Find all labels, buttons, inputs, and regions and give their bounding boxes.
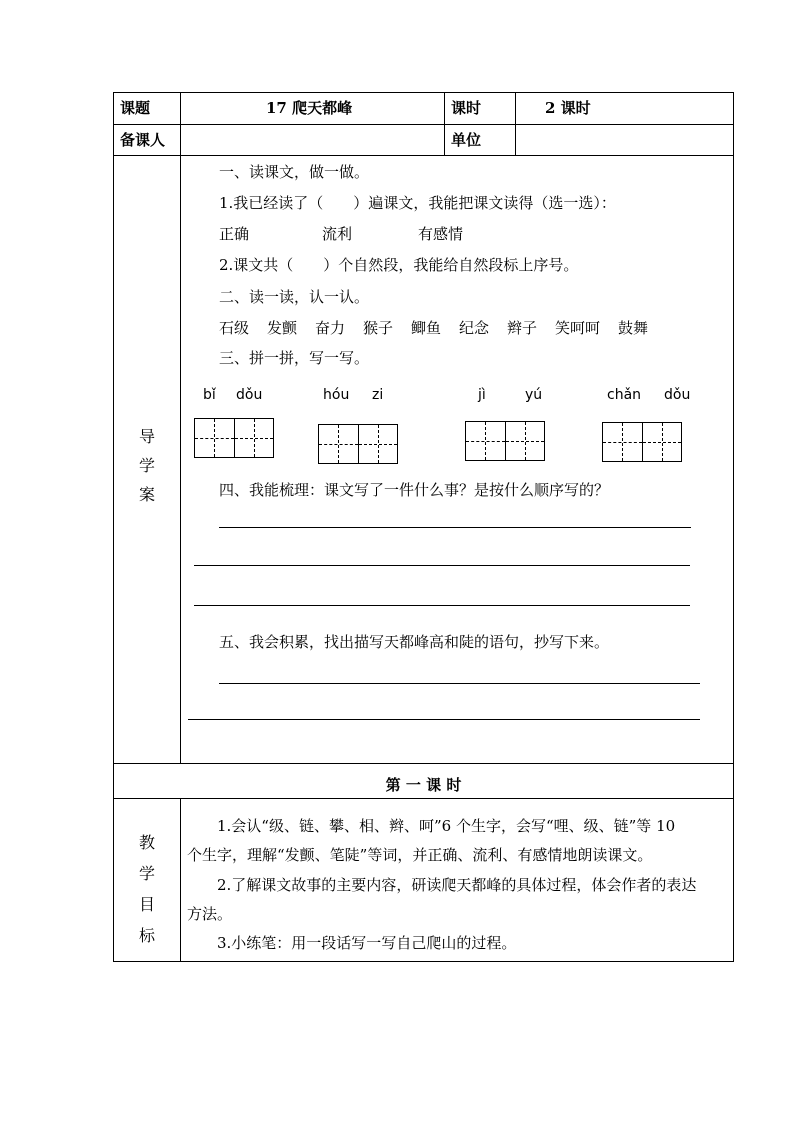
word: 猴子 — [363, 319, 394, 337]
writing-grid[interactable] — [318, 424, 398, 464]
answer-line[interactable] — [219, 527, 691, 528]
word: 辫子 — [507, 319, 538, 337]
reading-count-item: 1.我已经读了（ ）遍课文，我能把课文读得（选一选）： — [219, 194, 616, 212]
pinyin-syllable: jì — [478, 387, 486, 403]
topic-label: 课题 — [120, 99, 151, 117]
option-correct: 正确 — [219, 225, 250, 243]
preparer-label: 备课人 — [120, 131, 166, 149]
periods-value: 2 课时 — [545, 99, 591, 117]
objectives-label-char: 教 — [138, 833, 155, 852]
objectives-label-char: 学 — [138, 864, 155, 883]
word: 鲫鱼 — [411, 319, 442, 337]
pinyin-syllable: yú — [525, 387, 543, 403]
pinyin-syllable: zi — [372, 387, 384, 403]
periods-label: 课时 — [451, 99, 482, 117]
section4-title: 四、我能梳理：课文写了一件什么事？是按什么顺序写的？ — [219, 481, 610, 499]
topic-value: 17 爬天都峰 — [266, 99, 353, 117]
objective-1-line2: 个生字，理解“发颤、笔陡”等词，并正确、流利、有感情地朗读课文。 — [187, 846, 653, 864]
objectives-label-char: 目 — [138, 895, 155, 914]
word: 发颤 — [267, 319, 298, 337]
pinyin-syllable: dǒu — [236, 387, 263, 403]
objective-3: 3.小练笔：用一段话写一写自己爬山的过程。 — [217, 934, 517, 952]
pinyin-syllable: dǒu — [664, 387, 691, 403]
objectives-side-label — [137, 830, 157, 954]
guide-side-label — [137, 424, 157, 511]
word: 石级 — [219, 319, 250, 337]
writing-grid[interactable] — [602, 422, 682, 462]
objectives-label-char: 标 — [138, 926, 155, 945]
answer-line[interactable] — [194, 565, 690, 566]
section3-title: 三、拼一拼，写一写。 — [219, 349, 370, 367]
word: 纪念 — [459, 319, 490, 337]
answer-line[interactable] — [219, 683, 700, 684]
section5-title: 五、我会积累，找出描写天都峰高和陡的语句，抄写下来。 — [219, 633, 610, 651]
writing-grid[interactable] — [465, 421, 545, 461]
guide-label-char: 导 — [138, 427, 155, 446]
section2-title: 二、读一读，认一认。 — [219, 288, 370, 306]
word: 笑呵呵 — [555, 319, 601, 337]
objective-2-line1: 2.了解课文故事的主要内容，研读爬天都峰的具体过程，体会作者的表达 — [217, 876, 697, 894]
pinyin-syllable: chǎn — [607, 387, 642, 403]
lesson-title: 第 一 课 时 — [385, 776, 462, 794]
answer-line[interactable] — [194, 605, 690, 606]
word: 奋力 — [315, 319, 346, 337]
paragraph-count-item: 2.课文共（ ）个自然段，我能给自然段标上序号。 — [219, 256, 579, 274]
guide-label-char: 案 — [138, 485, 155, 504]
word: 鼓舞 — [618, 319, 649, 337]
pinyin-syllable: hóu — [323, 387, 350, 403]
section1-title: 一、读课文，做一做。 — [219, 163, 370, 181]
answer-line[interactable] — [188, 719, 700, 720]
writing-grid[interactable] — [194, 418, 274, 458]
pinyin-syllable: bǐ — [203, 387, 216, 403]
unit-label: 单位 — [451, 131, 482, 149]
guide-label-char: 学 — [138, 456, 155, 475]
option-emotional: 有感情 — [418, 225, 464, 243]
option-fluent: 流利 — [322, 225, 353, 243]
objective-2-line2: 方法。 — [187, 905, 233, 923]
objective-1-line1: 1.会认“级、链、攀、相、辫、呵”6 个生字，会写“哩、级、链”等 10 — [217, 817, 676, 835]
